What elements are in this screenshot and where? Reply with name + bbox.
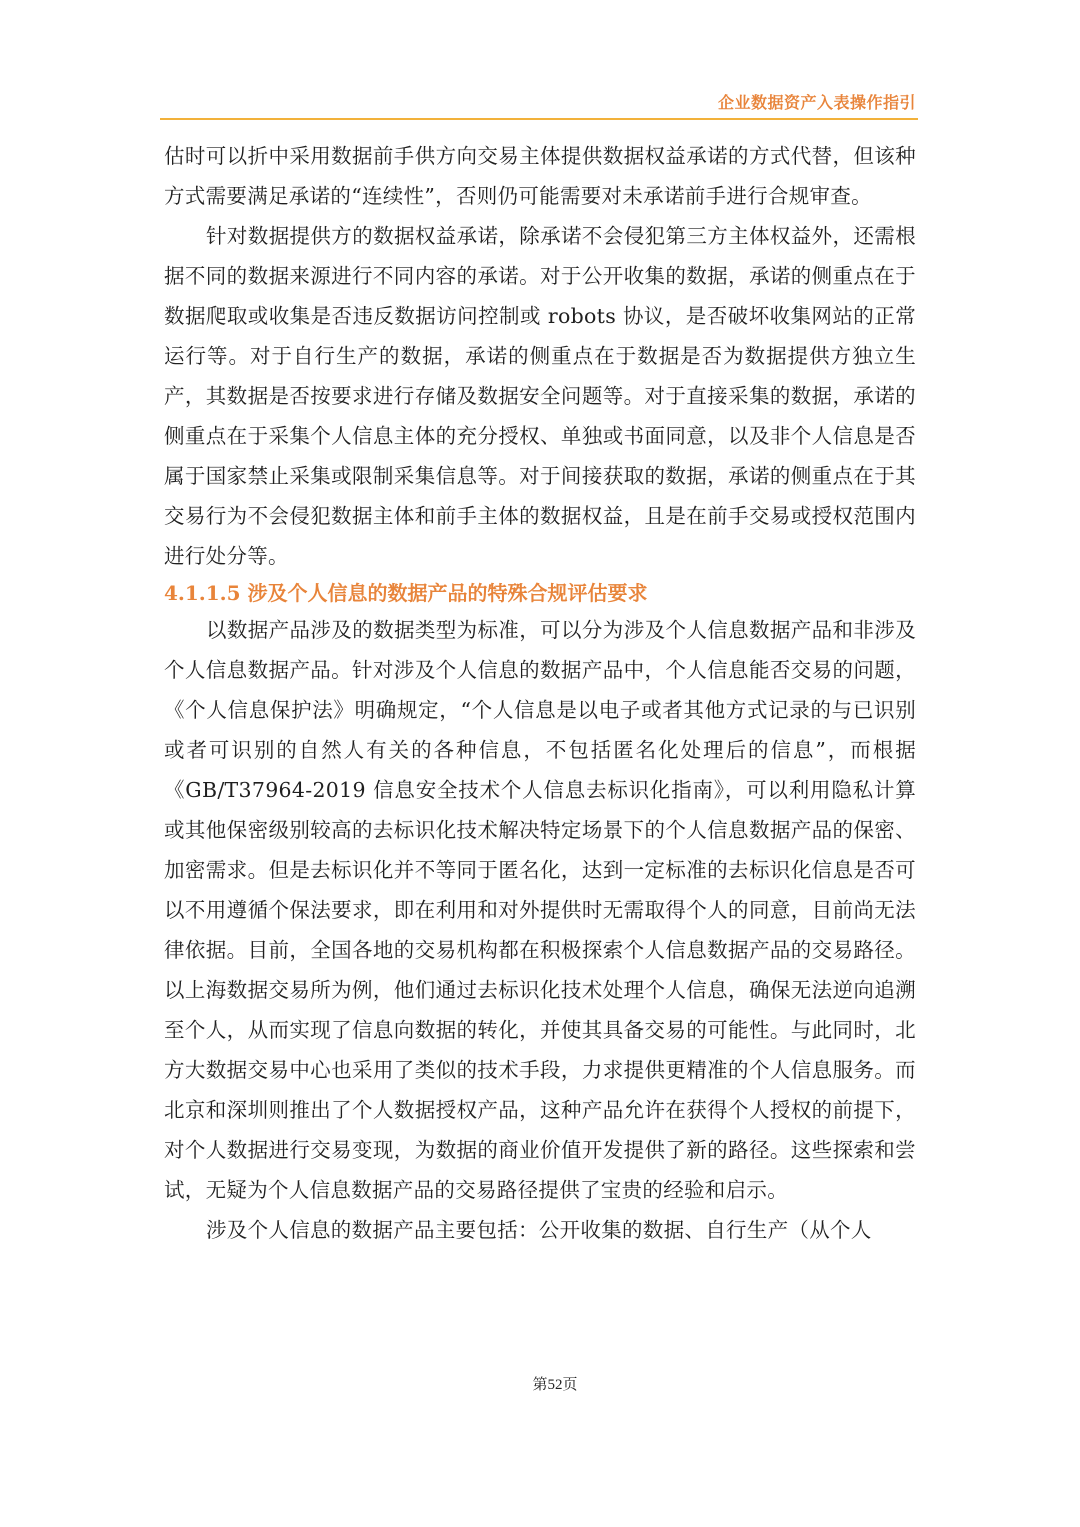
- page-content: [164, 136, 916, 1250]
- paragraph-continuation: 估时可以折中采用数据前手供方向交易主体提供数据权益承诺的方式代替，但该种方式需要满足承诺的“连续性”，否则仍可能需要对未承诺前手进行合规审查。: [164, 144, 916, 208]
- page-header: [160, 92, 918, 118]
- page-number: 第52页: [532, 1377, 578, 1393]
- paragraph-personal-info-products: 以数据产品涉及的数据类型为标准，可以分为涉及个人信息数据产品和非涉及个人信息数据产品。针对涉及个人信息的数据产品中，个人信息能否交易的问题，《个人信息保护法》明确规定，“个人信息是以电子或者其他方式记录的与已识别或者可识别的自然人有关的各种信息，不包括匿名化处理后的信息”，而根据《GB/T37964-2019 信息安全技术个人信息去标识化指南》，可以利用隐私计算或其他保密级别较高的去标识化技术解决特定场景下的个人信息数据产品的保密、加密需求。但是去标识化并不等同于匿名化，达到一定标准的去标识化信息是否可以不用遵循个保法要求，即在利用和对外提供时无需取得个人的同意，目前尚无法律依据。目前，全国各地的交易机构都在积极探索个人信息数据产品的交易路径。以上海数据交易所为例，他们通过去标识化技术处理个人信息，确保无法逆向追溯至个人，从而实现了信息向数据的转化，并使其具备交易的可能性。与此同时，北方大数据交易中心也采用了类似的技术手段，力求提供更精准的个人信息服务。而北京和深圳则推出了个人数据授权产品，这种产品允许在获得个人授权的前提下，对个人数据进行交易变现，为数据的商业价值开发提供了新的路径。这些探索和尝试，无疑为个人信息数据产品的交易路径提供了宝贵的经验和启示。: [164, 618, 916, 1202]
- section-heading: 4.1.1.5 涉及个人信息的数据产品的特殊合规评估要求: [164, 581, 648, 605]
- paragraph-data-rights-commitment: 针对数据提供方的数据权益承诺，除承诺不会侵犯第三方主体权益外，还需根据不同的数据来源进行不同内容的承诺。对于公开收集的数据，承诺的侧重点在于数据爬取或收集是否违反数据访问控制或 robots 协议，是否破坏收集网站的正常运行等。对于自行生产的数据，承诺的侧重点在于数据是否为数据提供方独立生产，其数据是否按要求进行存储及数据安全问题等。对于直接采集的数据，承诺的侧重点在于采集个人信息主体的充分授权、单独或书面同意，以及非个人信息是否属于国家禁止采集或限制采集信息等。对于间接获取的数据，承诺的侧重点在于其交易行为不会侵犯数据主体和前手主体的数据权益，且是在前手交易或授权范围内进行处分等。: [164, 224, 916, 568]
- paragraph-personal-info-types: 涉及个人信息的数据产品主要包括：公开收集的数据、自行生产（从个人: [206, 1218, 872, 1242]
- document-title: 企业数据资产入表操作指引: [717, 93, 916, 112]
- header-divider: [160, 118, 918, 120]
